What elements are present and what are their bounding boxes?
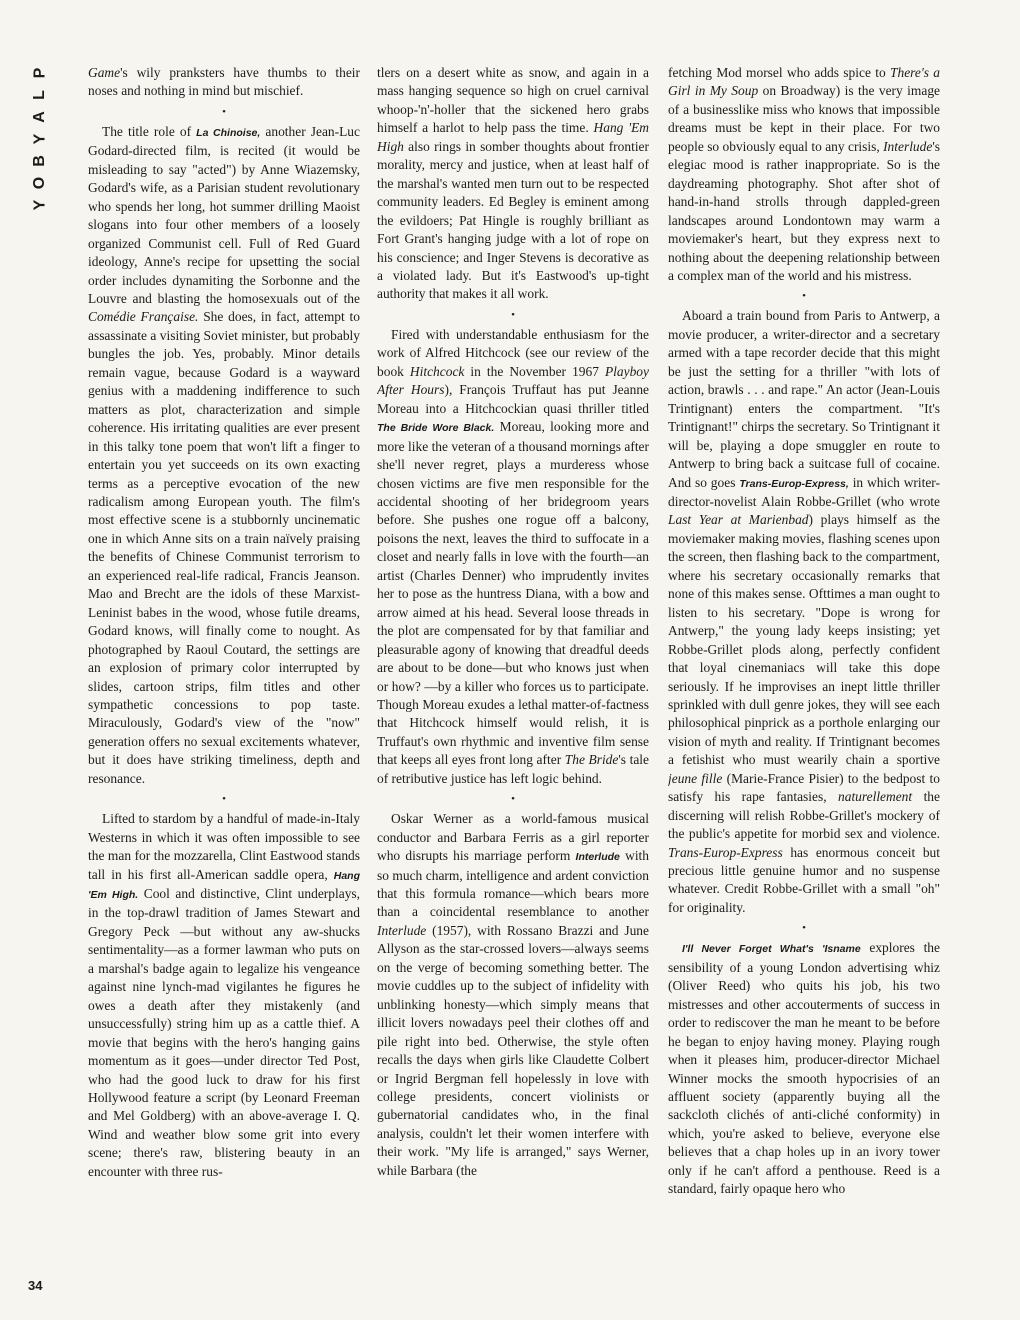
italic-title: Comédie Française. xyxy=(88,309,199,325)
italic-title: The Bride xyxy=(564,752,619,768)
italic-title: Playboy After Hours xyxy=(377,363,649,398)
italic-title: Interlude xyxy=(377,922,427,938)
italic-title: Hang 'Em High xyxy=(377,120,649,154)
text-run: 's wily pranksters have thumbs to their noses and nothing in mind but mischief. xyxy=(88,65,360,99)
text-run: another Jean-Luc Godard-directed film, is recited (it would be misleading to say "acted") by Anne Wiazemsky, Godard's wife, as a Parisian student revolutionary who spends her long, hot summer drilling Maoist slogans into four other members of a loosely organized Communist cell. Full of Red Guard ideology, Anne's recipe for upsetting the social order includes dynamiting the Sorbonne and the Louvre and blasting the homosexuals out of the xyxy=(88,123,360,306)
review-paragraph xyxy=(88,810,360,1181)
text-run: Lifted to stardom by a handful of made-in-Italy Westerns in which it was often impossible to see the man for the mozzarella, Clint Eastwood stands tall in his first all-American saddle opera, xyxy=(88,811,360,882)
text-run: ) plays himself as the moviemaker making movies, flashing scenes upon the screen, then flashing back to the compartment, where his secretary occasionally remarks that none of this makes sense. Ofttimes a man ought to listen to his secretary. "Dope is wrong for Antwerp," the young lady keeps insisting; yet Robbe-Grillet plods along, perfectly confident that loyal cinemaniacs will take this dope seriously. If he improvises an inept little thriller sprinkled with dull genre jokes, they will see each philosophical pinprick as a porthole enlarging our vision of myth and reality. If Trintignant becomes a fetishist who must wearily chain a sportive xyxy=(668,512,940,768)
italic-title: Interlude xyxy=(883,138,933,154)
text-run: (1957), with Rossano Brazzi and June Allyson as the star-crossed lovers—always seems on the verge of becoming something better. The movie cuddles up to the subject of infidelity with unblinking honesty—which simply means that illicit lovers nowadays peel their clothes off and pile right into bed. Otherwise, the style often recalls the days when girls like Claudette Colbert or Ingrid Bergman fell hopelessly in love with college presidents, concert violinists or gubernatorial candidates who, in the final analysis, couldn't let their women interfere with their work. "My life is arranged," says Werner, while Barbara (the xyxy=(377,922,649,1178)
text-run: on Broadway) is the very image of a businesslike miss who knows that impossible dreams must be kept in their place. For two people so obviously equal to any crisis, xyxy=(668,83,940,154)
text-run: ), François Truffaut has put Jeanne Moreau into a Hitchcockian quasi thriller titled xyxy=(377,382,649,416)
text-run: Aboard a train bound from Paris to Antwerp, a movie producer, a writer-director and a secretary armed with a tape recorder decide that this might be just the setting for a thriller "with lots of action, brawls . . . and rape." An actor (Jean-Louis Trintignant) enters the compartment. "It's Trintignant!" chirps the secretary. So Trintignant it will be, playing a dope smuggler en route to Antwerp to bring back a suitcase full of cocaine. And so goes xyxy=(668,308,940,490)
review-paragraph xyxy=(88,64,360,101)
italic-title: There's a Girl in My Soup xyxy=(668,65,940,99)
section-separator: • xyxy=(511,308,515,321)
masthead-letter: B xyxy=(31,155,48,167)
review-paragraph xyxy=(668,939,940,1198)
section-separator: • xyxy=(222,793,226,806)
text-run: explores the sensibility of a young London advertising whiz (Oliver Reed) who quits his job, his two mistresses and other accouterments of success in order to rediscover the man he meant to be before he began to enjoy having money. Playing rough when it pleases him, producer-director Michael Winner mocks the smooth hypocrisies of an affluent society (apparently buying all the sackcloth clichés of anti-cliché conformity) in which, you're asked to believe, everyone else believes that a chap holes up in an ivory tower only if he can't afford a penthouse. Reed is a standard, fairly opaque hero who xyxy=(668,940,940,1197)
text-run: in which writer-director-novelist Alain Robbe-Grillet (who wrote xyxy=(668,474,940,509)
review-paragraph xyxy=(668,307,940,917)
text-run: She does, in fact, attempt to assassinate a visiting Soviet minister, but probably bungles the job. Yes, probably. Minor details remain vague, because Godard is a wayward genius with a maddening indifference to such matters as plot, characterization and simple coherence. His irritating qualities are ever present in this talky tone poem that won't lift a finger to entertain you yet succeeds on its own exacting terms as a perceptive evocation of the new radicalism among European youth. The film's most effective scene is a stubbornly uncinematic one in which Anne sits on a train naïvely praising the benefits of Chinese Communist terrorism to an experienced real-life radical, Francis Jeanson. Mao and Brecht are the idols of these Marxist-Leninist babes in the wood, whose futile dreams, Godard knows, will finally come to nought. As photographed by Raoul Coutard, the settings are an explosion of primary color interrupted by slides, cartoon strips, film titles and other sympathetic concessions to pop taste. Miraculously, Godard's view of the "now" generation offers no sexual excitements whatever, but it does have striking timeliness, depth and resonance. xyxy=(88,309,360,786)
text-run: The title role of xyxy=(102,123,197,139)
text-run: has enormous conceit but precious little genuine humor and no suspense whatever. Credit Robbe-Grillet with a small "oh" for originality. xyxy=(668,844,940,915)
film-title: Interlude xyxy=(575,851,620,864)
masthead-letter: P xyxy=(30,67,48,79)
text-run: with so much charm, intelligence and ardent conviction that this formula romance—which bears more than a coincidental resemblance to another xyxy=(377,848,649,920)
text-run: Cool and distinctive, Clint underplays, in the top-drawl tradition of James Stewart and Gregory Peck —but without any aw-shucks sentimentality—as a former lawman who puts on a marshal's badge again to legalize his vengeance against nine lynch-mad vigilantes he figures he owes a death after they mistakenly (and unsuccessfully) string him up as a cattle thief. A movie that begins with the hero's hanging gains momentum as it goes—under director Ted Post, who had the good luck to draw for his first Hollywood feature a script (by Leonard Freeman and Mel Goldberg) with an above-average I. Q. Wind and weather blow some grit into every scene; there's raw, blistering beauty in an encounter with three rus- xyxy=(88,886,360,1179)
section-separator: • xyxy=(802,922,806,935)
text-run: 's elegiac mood is rather inappropriate. So is the daydreaming photography. Shot after shot of hand-in-hand strolls through dappled-green landscapes around Londontown may warm a moviemaker's heart, but they express next to nothing about the deepening relationship between a complex man of the world and his mistress. xyxy=(668,138,940,283)
masthead-letter: O xyxy=(30,176,48,190)
text-column-1 xyxy=(88,64,360,1300)
italic-title: naturellement xyxy=(838,789,913,805)
film-title: La Chinoise, xyxy=(196,126,261,139)
text-run: (Marie-France Pisier) to the bedpost to satisfy his rape fantasies, xyxy=(668,770,940,805)
section-separator: • xyxy=(222,105,226,118)
text-run: fetching Mod morsel who adds spice to xyxy=(668,65,890,80)
italic-title: jeune fille xyxy=(668,770,723,786)
text-run: Moreau, looking more and more like the veteran of a thousand mornings after she'll never regret, plays a murderess whose chosen victims are five men responsible for the accidental shooting of her bridegroom years before. She pushes one rogue off a balcony, poisons the next, leaves the third to suffocate in a closet and nearly falls in love with the fourth—an artist (Charles Denner) who imprudently invites her to pose as the huntress Diana, with a bow and arrow aimed at his head. Several loose threads in the plot are compensated for by that familiar and pleasurable agony of knowing that dreadful deeds are about to be done—but who knows just when or how? —by a killer who forces us to participate. Though Moreau exudes a lethal matter-of-factness that Hitchcock himself would relish, it is Truffaut's own rhythmic and inventive film sense that keeps all eyes front long after xyxy=(377,419,649,768)
italic-title: Game xyxy=(88,65,121,80)
review-paragraph xyxy=(377,64,649,304)
review-paragraph xyxy=(88,123,360,788)
italic-title: Trans-Europ-Express xyxy=(668,844,783,860)
text-run: Oskar Werner as a world-famous musical conductor and Barbara Ferris as a girl reporter who disrupts his marriage perform xyxy=(377,811,649,864)
text-run: in the November 1967 xyxy=(464,363,605,379)
text-column-2 xyxy=(377,64,649,1300)
page-number: 34 xyxy=(28,1278,43,1293)
masthead-letter: A xyxy=(31,111,48,123)
film-title: Hang 'Em High. xyxy=(88,869,360,902)
text-run: the discerning will relish Robbe-Grillet's mockery of the public's appetite for morbid sex and violence. xyxy=(668,789,940,842)
text-run: tlers on a desert white as snow, and again in a mass hanging sequence so high on cruel carnival whoop-'n'-holler that the sickened hero grabs himself a harlot to help pass the time. xyxy=(377,65,649,136)
magazine-masthead xyxy=(28,62,52,216)
text-run: 's tale of retributive justice has left logic behind. xyxy=(377,752,649,786)
review-paragraph xyxy=(377,326,649,788)
section-separator: • xyxy=(511,793,515,806)
text-run: Fired with understandable enthusiasm for the work of Alfred Hitchcock (see our review of the book xyxy=(377,326,649,379)
italic-title: Last Year at Marienbad xyxy=(668,512,809,528)
review-paragraph xyxy=(668,64,940,285)
italic-title: Hitchcock xyxy=(409,363,465,379)
section-separator: • xyxy=(802,290,806,303)
text-column-3 xyxy=(668,64,940,1300)
film-title: I'll Never Forget What's 'Isname xyxy=(682,943,861,956)
text-run: also rings in somber thoughts about frontier morality, mercy and justice, when at least half of the marshal's wanted men turn out to be respected community leaders. Ed Begley is eminent among the evildoers; Pat Hingle is roughly brilliant as Fort Grant's hanging judge with a lot of rope on his conscience; and Inger Stevens is decorative as a violated lady. But it's Eastwood's up-tight authority that makes it all work. xyxy=(377,138,649,302)
review-paragraph xyxy=(377,810,649,1180)
masthead-letter: Y xyxy=(30,199,48,211)
masthead-letter: L xyxy=(31,90,48,100)
masthead-letter: Y xyxy=(30,133,48,145)
film-title: Trans-Europ-Express, xyxy=(739,477,849,490)
film-title: The Bride Wore Black. xyxy=(377,422,495,435)
